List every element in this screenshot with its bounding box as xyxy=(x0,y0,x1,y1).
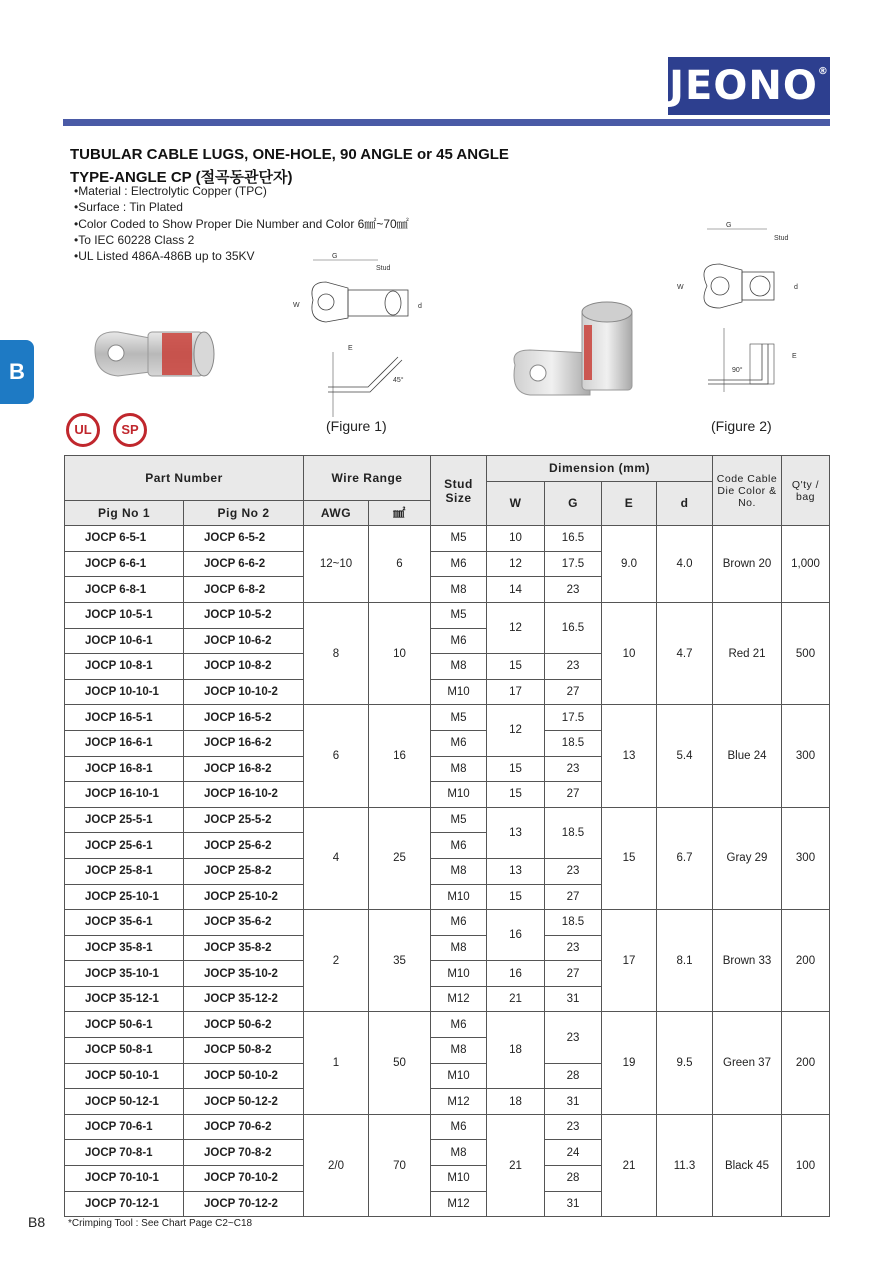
stud-size-cell: M10 xyxy=(431,679,487,705)
dim-g-cell: 18.5 xyxy=(545,910,602,936)
pig-no-2-cell: JOCP 16-5-2 xyxy=(184,705,304,731)
dim-w-cell: 13 xyxy=(487,807,545,858)
dim-w-cell: 15 xyxy=(487,654,545,680)
stud-size-cell: M6 xyxy=(431,730,487,756)
dim-d-cell: 11.3 xyxy=(657,1114,713,1216)
pig-no-2-cell: JOCP 16-6-2 xyxy=(184,730,304,756)
dim-d-label: d xyxy=(418,303,422,310)
pig-no-2-cell: JOCP 6-5-2 xyxy=(184,526,304,552)
dim-g-cell: 28 xyxy=(545,1166,602,1192)
qty-cell: 1,000 xyxy=(782,526,830,603)
pig-no-2-cell: JOCP 50-8-2 xyxy=(184,1038,304,1064)
dim-w-cell: 18 xyxy=(487,1089,545,1115)
die-color-cell: Blue 24 xyxy=(713,705,782,807)
table-row xyxy=(65,807,830,833)
die-color-cell: Brown 20 xyxy=(713,526,782,603)
dim-g-cell: 28 xyxy=(545,1063,602,1089)
header-d: d xyxy=(657,481,713,526)
pig-no-1-cell: JOCP 35-8-1 xyxy=(65,935,184,961)
qty-cell: 500 xyxy=(782,602,830,704)
dim-g-cell: 31 xyxy=(545,1089,602,1115)
stud-size-cell: M5 xyxy=(431,526,487,552)
mm2-cell: 16 xyxy=(369,705,431,807)
dim-w-cell: 21 xyxy=(487,1114,545,1216)
pig-no-2-cell: JOCP 25-8-2 xyxy=(184,858,304,884)
pig-no-1-cell: JOCP 16-6-1 xyxy=(65,730,184,756)
header-rule xyxy=(63,119,830,126)
pig-no-2-cell: JOCP 70-6-2 xyxy=(184,1114,304,1140)
pig-no-2-cell: JOCP 35-6-2 xyxy=(184,910,304,936)
dim-g-cell: 17.5 xyxy=(545,551,602,577)
stud-size-cell: M8 xyxy=(431,935,487,961)
dim-g-cell: 27 xyxy=(545,884,602,910)
pig-no-1-cell: JOCP 10-8-1 xyxy=(65,654,184,680)
dim-g-cell: 23 xyxy=(545,577,602,603)
dim-w-cell: 15 xyxy=(487,782,545,808)
stud-size-cell: M6 xyxy=(431,910,487,936)
dim-e-cell: 15 xyxy=(602,807,657,909)
awg-cell: 4 xyxy=(304,807,369,909)
table-row xyxy=(65,1114,830,1140)
stud-size-cell: M6 xyxy=(431,628,487,654)
dim-g-cell: 23 xyxy=(545,935,602,961)
die-color-cell: Green 37 xyxy=(713,1012,782,1114)
table-row xyxy=(65,910,830,936)
header-pig2: Pig No 2 xyxy=(184,500,304,526)
pig-no-1-cell: JOCP 70-6-1 xyxy=(65,1114,184,1140)
dim-w-cell: 13 xyxy=(487,858,545,884)
dim-w-cell: 16 xyxy=(487,961,545,987)
dim-g-cell: 18.5 xyxy=(545,730,602,756)
pig-no-2-cell: JOCP 50-10-2 xyxy=(184,1063,304,1089)
feature-item: • Color Coded to Show Proper Die Number and Color 6㎟~70㎟ xyxy=(74,216,409,232)
dim-g-cell: 18.5 xyxy=(545,807,602,858)
pig-no-1-cell: JOCP 10-6-1 xyxy=(65,628,184,654)
stud-size-cell: M8 xyxy=(431,654,487,680)
header-wire-range: Wire Range xyxy=(304,456,431,501)
stud-label: Stud xyxy=(376,265,391,272)
die-color-cell: Gray 29 xyxy=(713,807,782,909)
dim-w-cell: 21 xyxy=(487,986,545,1012)
stud-size-cell: M5 xyxy=(431,807,487,833)
dim-g-label-2: G xyxy=(726,222,732,229)
spec-table-wrap xyxy=(64,455,830,1217)
pig-no-1-cell: JOCP 70-10-1 xyxy=(65,1166,184,1192)
stud-size-cell: M10 xyxy=(431,1166,487,1192)
pig-no-1-cell: JOCP 50-12-1 xyxy=(65,1089,184,1115)
dim-g-cell: 31 xyxy=(545,1191,602,1217)
pig-no-2-cell: JOCP 35-10-2 xyxy=(184,961,304,987)
mm2-cell: 50 xyxy=(369,1012,431,1114)
dim-w-cell: 14 xyxy=(487,577,545,603)
pig-no-2-cell: JOCP 10-6-2 xyxy=(184,628,304,654)
pig-no-2-cell: JOCP 25-6-2 xyxy=(184,833,304,859)
header-qty: Q'ty / bag xyxy=(782,456,830,526)
dim-e-cell: 17 xyxy=(602,910,657,1012)
pig-no-2-cell: JOCP 70-10-2 xyxy=(184,1166,304,1192)
awg-cell: 2/0 xyxy=(304,1114,369,1216)
pig-no-2-cell: JOCP 70-8-2 xyxy=(184,1140,304,1166)
awg-cell: 2 xyxy=(304,910,369,1012)
dim-e-label-2: E xyxy=(792,353,797,360)
dim-g-label: G xyxy=(332,253,338,260)
qty-cell: 300 xyxy=(782,807,830,909)
dim-d-cell: 5.4 xyxy=(657,705,713,807)
dim-g-cell: 17.5 xyxy=(545,705,602,731)
die-color-cell: Red 21 xyxy=(713,602,782,704)
pig-no-1-cell: JOCP 25-10-1 xyxy=(65,884,184,910)
pig-no-2-cell: JOCP 10-10-2 xyxy=(184,679,304,705)
feature-item: • To IEC 60228 Class 2 xyxy=(74,232,409,248)
header-pig1: Pig No 1 xyxy=(65,500,184,526)
stud-size-cell: M5 xyxy=(431,705,487,731)
pig-no-2-cell: JOCP 10-8-2 xyxy=(184,654,304,680)
dim-w-label: W xyxy=(293,302,300,309)
stud-size-cell: M5 xyxy=(431,602,487,628)
qty-cell: 100 xyxy=(782,1114,830,1216)
dim-g-cell: 27 xyxy=(545,782,602,808)
section-tab[interactable]: B xyxy=(0,340,34,404)
dim-g-cell: 23 xyxy=(545,1012,602,1063)
figure1-caption: (Figure 1) xyxy=(326,418,387,434)
awg-cell: 6 xyxy=(304,705,369,807)
pig-no-1-cell: JOCP 6-5-1 xyxy=(65,526,184,552)
dim-d-cell: 4.7 xyxy=(657,602,713,704)
dim-e-cell: 9.0 xyxy=(602,526,657,603)
feature-item: • UL Listed 486A-486B up to 35KV xyxy=(74,248,409,264)
pig-no-2-cell: JOCP 10-5-2 xyxy=(184,602,304,628)
angle-90-label: 90° xyxy=(732,367,743,374)
awg-cell: 1 xyxy=(304,1012,369,1114)
pig-no-1-cell: JOCP 70-12-1 xyxy=(65,1191,184,1217)
stud-size-cell: M6 xyxy=(431,551,487,577)
pig-no-1-cell: JOCP 6-6-1 xyxy=(65,551,184,577)
stud-size-cell: M10 xyxy=(431,782,487,808)
dim-g-cell: 23 xyxy=(545,1114,602,1140)
pig-no-1-cell: JOCP 25-8-1 xyxy=(65,858,184,884)
figure2-diagram xyxy=(672,216,812,394)
stud-size-cell: M8 xyxy=(431,577,487,603)
stud-size-cell: M8 xyxy=(431,1140,487,1166)
stud-size-cell: M12 xyxy=(431,1089,487,1115)
stud-size-cell: M8 xyxy=(431,756,487,782)
dim-w-cell: 16 xyxy=(487,910,545,961)
stud-size-cell: M12 xyxy=(431,986,487,1012)
dim-e-cell: 19 xyxy=(602,1012,657,1114)
dim-g-cell: 27 xyxy=(545,961,602,987)
dim-g-cell: 16.5 xyxy=(545,526,602,552)
awg-cell: 8 xyxy=(304,602,369,704)
stud-size-cell: M6 xyxy=(431,1012,487,1038)
pig-no-1-cell: JOCP 50-8-1 xyxy=(65,1038,184,1064)
pig-no-2-cell: JOCP 25-5-2 xyxy=(184,807,304,833)
pig-no-1-cell: JOCP 10-10-1 xyxy=(65,679,184,705)
mm2-cell: 70 xyxy=(369,1114,431,1216)
feature-item: • Surface : Tin Plated xyxy=(74,199,409,215)
pig-no-1-cell: JOCP 16-8-1 xyxy=(65,756,184,782)
stud-size-cell: M6 xyxy=(431,833,487,859)
pig-no-1-cell: JOCP 70-8-1 xyxy=(65,1140,184,1166)
table-row xyxy=(65,602,830,628)
dim-e-cell: 21 xyxy=(602,1114,657,1216)
pig-no-1-cell: JOCP 50-6-1 xyxy=(65,1012,184,1038)
header-stud-size: Stud Size xyxy=(431,456,487,526)
pig-no-1-cell: JOCP 16-5-1 xyxy=(65,705,184,731)
qty-cell: 300 xyxy=(782,705,830,807)
qty-cell: 200 xyxy=(782,910,830,1012)
page-number: B8 xyxy=(28,1214,46,1230)
dim-w-cell: 18 xyxy=(487,1012,545,1089)
dim-d-cell: 9.5 xyxy=(657,1012,713,1114)
pig-no-2-cell: JOCP 35-12-2 xyxy=(184,986,304,1012)
page-subtitle: TYPE-ANGLE CP (절곡동관단자) xyxy=(70,169,293,186)
dim-g-cell: 23 xyxy=(545,654,602,680)
dim-g-cell: 27 xyxy=(545,679,602,705)
pig-no-2-cell: JOCP 25-10-2 xyxy=(184,884,304,910)
dim-w-cell: 12 xyxy=(487,705,545,756)
qty-cell: 200 xyxy=(782,1012,830,1114)
product-photo-angle-lug xyxy=(500,295,645,405)
dim-w-cell: 12 xyxy=(487,602,545,653)
pig-no-2-cell: JOCP 50-12-2 xyxy=(184,1089,304,1115)
stud-size-cell: M8 xyxy=(431,858,487,884)
dim-d-label-2: d xyxy=(794,284,798,291)
stud-size-cell: M8 xyxy=(431,1038,487,1064)
mm2-cell: 35 xyxy=(369,910,431,1012)
pig-no-1-cell: JOCP 6-8-1 xyxy=(65,577,184,603)
feature-item: • Material : Electrolytic Copper (TPC) xyxy=(74,183,409,199)
stud-size-cell: M10 xyxy=(431,961,487,987)
dim-g-cell: 23 xyxy=(545,756,602,782)
dim-g-cell: 24 xyxy=(545,1140,602,1166)
header-awg: AWG xyxy=(304,500,369,526)
footnote: *Crimping Tool : See Chart Page C2~C18 xyxy=(68,1218,253,1229)
header-w: W xyxy=(487,481,545,526)
pig-no-1-cell: JOCP 35-10-1 xyxy=(65,961,184,987)
dim-w-cell: 17 xyxy=(487,679,545,705)
header-e: E xyxy=(602,481,657,526)
stud-size-cell: M12 xyxy=(431,1191,487,1217)
header-g: G xyxy=(545,481,602,526)
csa-cert-icon: SP xyxy=(113,413,147,447)
pig-no-1-cell: JOCP 50-10-1 xyxy=(65,1063,184,1089)
pig-no-2-cell: JOCP 70-12-2 xyxy=(184,1191,304,1217)
header-dimension: Dimension (mm) xyxy=(487,456,713,482)
dim-g-cell: 31 xyxy=(545,986,602,1012)
dim-w-label-2: W xyxy=(677,284,684,291)
mm2-cell: 10 xyxy=(369,602,431,704)
awg-cell: 12~10 xyxy=(304,526,369,603)
stud-label-2: Stud xyxy=(774,235,789,242)
figure1-diagram xyxy=(288,252,438,420)
die-color-cell: Brown 33 xyxy=(713,910,782,1012)
product-photo-straight-lug xyxy=(90,320,230,385)
spec-table-body xyxy=(65,526,830,1217)
pig-no-1-cell: JOCP 25-5-1 xyxy=(65,807,184,833)
stud-size-cell: M6 xyxy=(431,1114,487,1140)
dim-w-cell: 10 xyxy=(487,526,545,552)
mm2-cell: 6 xyxy=(369,526,431,603)
header-code-cable: Code Cable Die Color & No. xyxy=(713,456,782,526)
spec-table xyxy=(64,455,830,1217)
pig-no-2-cell: JOCP 16-10-2 xyxy=(184,782,304,808)
ul-cert-icon: UL xyxy=(66,413,100,447)
dim-d-cell: 6.7 xyxy=(657,807,713,909)
pig-no-1-cell: JOCP 35-6-1 xyxy=(65,910,184,936)
table-row xyxy=(65,1012,830,1038)
header-part-number: Part Number xyxy=(65,456,304,501)
dim-e-label: E xyxy=(348,345,353,352)
dim-w-cell: 15 xyxy=(487,884,545,910)
stud-size-cell: M10 xyxy=(431,1063,487,1089)
pig-no-1-cell: JOCP 10-5-1 xyxy=(65,602,184,628)
die-color-cell: Black 45 xyxy=(713,1114,782,1216)
angle-45-label: 45° xyxy=(393,377,404,384)
dim-e-cell: 13 xyxy=(602,705,657,807)
dim-g-cell: 16.5 xyxy=(545,602,602,653)
brand-logo: JEONO® xyxy=(668,57,830,115)
header-mm2: ㎟ xyxy=(369,500,431,526)
mm2-cell: 25 xyxy=(369,807,431,909)
stud-size-cell: M10 xyxy=(431,884,487,910)
dim-w-cell: 12 xyxy=(487,551,545,577)
page-title: TUBULAR CABLE LUGS, ONE-HOLE, 90 ANGLE or 45 ANGLE xyxy=(70,146,509,163)
figure2-caption: (Figure 2) xyxy=(711,418,772,434)
dim-d-cell: 8.1 xyxy=(657,910,713,1012)
pig-no-2-cell: JOCP 16-8-2 xyxy=(184,756,304,782)
pig-no-2-cell: JOCP 35-8-2 xyxy=(184,935,304,961)
dim-d-cell: 4.0 xyxy=(657,526,713,603)
pig-no-2-cell: JOCP 50-6-2 xyxy=(184,1012,304,1038)
pig-no-2-cell: JOCP 6-8-2 xyxy=(184,577,304,603)
dim-e-cell: 10 xyxy=(602,602,657,704)
pig-no-1-cell: JOCP 16-10-1 xyxy=(65,782,184,808)
pig-no-2-cell: JOCP 6-6-2 xyxy=(184,551,304,577)
pig-no-1-cell: JOCP 25-6-1 xyxy=(65,833,184,859)
dim-w-cell: 15 xyxy=(487,756,545,782)
dim-g-cell: 23 xyxy=(545,858,602,884)
table-row xyxy=(65,526,830,552)
table-row xyxy=(65,705,830,731)
pig-no-1-cell: JOCP 35-12-1 xyxy=(65,986,184,1012)
